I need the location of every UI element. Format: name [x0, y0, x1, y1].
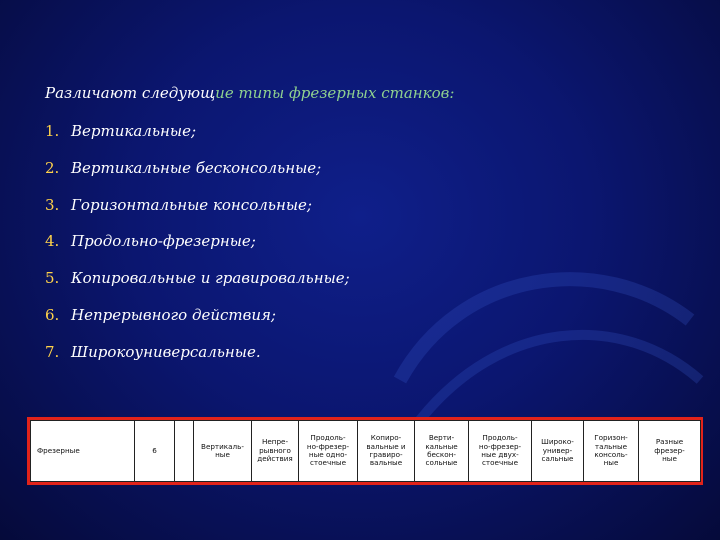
classification-table — [27, 417, 703, 485]
list-item-label: Вертикальные бесконсольные; — [71, 158, 322, 177]
table-cell-type: Вертикаль- ные — [194, 421, 252, 482]
list-item — [45, 232, 350, 269]
table-cell-type: Копиро- вальные и гравиро- вальные — [358, 421, 415, 482]
list-item-number: 5. — [45, 269, 60, 288]
list-item — [45, 159, 350, 196]
list-item-label: Непрерывного действия; — [71, 305, 276, 324]
list-item — [45, 122, 350, 159]
intro-text — [45, 84, 454, 102]
list-item-label: Широкоуниверсальные. — [71, 342, 261, 361]
table-cell-group-number: 6 — [135, 421, 175, 482]
list-item-label: Продольно-фрезерные; — [71, 232, 256, 251]
table-cell-type: Горизон- тальные консоль- ные — [584, 421, 639, 482]
list-item-number: 2. — [45, 158, 60, 177]
list-item-label: Копировальные и гравировальные; — [71, 269, 350, 288]
classification-table-grid — [30, 420, 701, 482]
list-item — [45, 196, 350, 233]
background-watermark — [380, 230, 710, 430]
table-cell-type: Непре- рывного действия — [252, 421, 299, 482]
intro-text-accent: ие типы фрезерных станков: — [215, 84, 455, 102]
table-cell-empty — [175, 421, 194, 482]
list-item-number: 6. — [45, 305, 60, 324]
table-cell-type: Разные фрезер- ные — [639, 421, 701, 482]
table-cell-type: Верти- кальные бескон- сольные — [415, 421, 469, 482]
list-item — [45, 343, 350, 380]
list-item-number: 7. — [45, 342, 60, 361]
list-item-label: Вертикальные; — [71, 122, 197, 140]
list-item-number: 4. — [45, 232, 60, 251]
table-cell-category: Фрезерные — [31, 421, 135, 482]
list-item-number: 1. — [45, 122, 60, 140]
table-cell-type: Широко- универ- сальные — [532, 421, 584, 482]
intro-text-main: Различают следующ — [45, 84, 216, 102]
milling-machine-types-list — [45, 122, 350, 380]
table-row — [31, 421, 701, 482]
table-cell-type: Продоль- но-фрезер- ные одно- стоечные — [299, 421, 358, 482]
list-item — [45, 306, 350, 343]
table-cell-type: Продоль- но-фрезер- ные двух- стоечные — [469, 421, 532, 482]
list-item — [45, 269, 350, 306]
list-item-number: 3. — [45, 195, 60, 214]
list-item-label: Горизонтальные консольные; — [71, 195, 312, 214]
